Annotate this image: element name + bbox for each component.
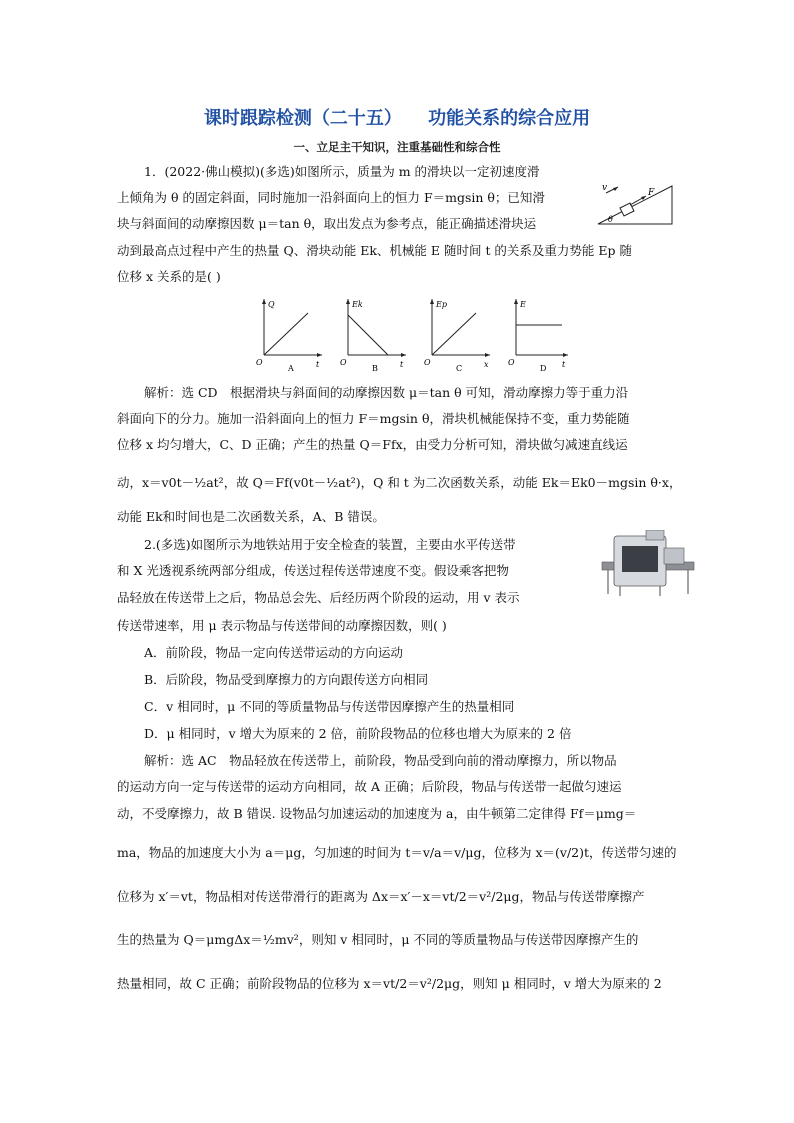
graph-d-ylabel: E xyxy=(520,300,526,309)
graph-a-origin: O xyxy=(256,358,263,367)
graph-a xyxy=(256,299,322,373)
answer-graphs xyxy=(250,297,570,373)
graph-d xyxy=(508,299,568,373)
velocity-label: v xyxy=(602,183,608,193)
option-b: B．后阶段，物品受到摩擦力的方向跟传送方向相同 xyxy=(144,672,429,687)
graph-c-letter: C xyxy=(456,364,463,373)
q2-line-2: 和 X 光透视系统两部分组成，传送过程传送带速度不变。假设乘客把物 xyxy=(117,563,509,578)
option-d: D．μ 相同时，v 增大为原来的 2 倍，前阶段物品的位移也增大为原来的 2 倍 xyxy=(144,726,572,741)
title-right: 功能关系的综合应用 xyxy=(428,108,591,129)
q2-analysis-4: ma，物品的加速度大小为 a＝μg，匀加速的时间为 t＝v/a＝v/μg，位移为 x＝(v/2)t，传送带匀速的 xyxy=(117,845,677,860)
graph-b-xlabel: t xyxy=(400,360,404,369)
graph-c-ylabel: Ep xyxy=(436,300,447,309)
page-title xyxy=(0,104,794,130)
graph-d-xlabel: t xyxy=(562,360,566,369)
q2-line-4: 传送带速率，用 μ 表示物品与传送带间的动摩擦因数，则( ) xyxy=(117,618,447,633)
graph-b-letter: B xyxy=(372,364,378,373)
force-label: F xyxy=(648,188,655,198)
q1-line-4: 动到最高点过程中产生的热量 Q、滑块动能 Ek、机械能 E 随时间 t 的关系及重力势能 Ep 随 xyxy=(117,243,633,258)
q2-analysis-5: 位移为 x′＝vt，物品相对传送带滑行的距离为 Δx＝x′－x＝vt/2＝v²/2μg，物品与传送带摩擦产 xyxy=(117,889,645,904)
q2-analysis-7: 热量相同，故 C 正确；前阶段物品的位移为 x＝vt/2＝v²/2μg，则知 μ 相同时，v 增大为原来的 2 xyxy=(117,976,662,991)
graph-d-origin: O xyxy=(508,358,515,367)
q1-line-1: 1．(2022·佛山模拟)(多选)如图所示，质量为 m 的滑块以一定初速度滑 xyxy=(144,164,540,179)
q2-analysis-1: 解析：选 AC 物品轻放在传送带上，前阶段，物品受到向前的滑动摩擦力，所以物品 xyxy=(144,753,617,768)
q1-line-3: 块与斜面间的动摩擦因数 μ＝tan θ，取出发点为参考点，能正确描述滑块运 xyxy=(117,216,537,231)
q1-analysis-3: 位移 x 均匀增大，C、D 正确；产生的热量 Q＝Ffx，由受力分析可知，滑块做匀减速直线运 xyxy=(117,437,628,452)
q1-analysis-1: 解析：选 CD 根据滑块与斜面间的动摩擦因数 μ＝tan θ 可知，滑动摩擦力等于重力沿 xyxy=(144,385,629,400)
q1-analysis-2: 斜面向下的分力。施加一沿斜面向上的恒力 F＝mgsin θ，滑块机械能保持不变，重力势能随 xyxy=(117,411,630,426)
option-c: C．v 相同时，μ 不同的等质量物品与传送带因摩擦产生的热量相同 xyxy=(144,699,515,714)
q2-analysis-3: 动，不受摩擦力，故 B 错误. 设物品匀加速运动的加速度为 a，由牛顿第二定律得 Ff＝μmg＝ xyxy=(117,806,637,821)
graph-a-ylabel: Q xyxy=(268,300,275,309)
q1-analysis-4: 动，x＝v0t－½at²，故 Q＝Ff(v0t－½at²)，Q 和 t 为二次函数关系，动能 Ek＝Ek0－mgsin θ·x， xyxy=(117,475,682,490)
q1-line-5: 位移 x 关系的是( ) xyxy=(117,269,221,284)
graph-c-xlabel: x xyxy=(484,360,489,369)
q1-line-2: 上倾角为 θ 的固定斜面，同时施加一沿斜面向上的恒力 F＝mgsin θ；已知滑 xyxy=(117,190,545,205)
title-left: 课时跟踪检测（二十五） xyxy=(203,108,402,129)
graph-c xyxy=(424,299,490,373)
q2-analysis-6: 生的热量为 Q＝μmgΔx＝½mv²，则知 v 相同时，μ 不同的等质量物品与传送带因摩擦产生的 xyxy=(117,932,639,947)
graph-c-origin: O xyxy=(424,358,431,367)
q2-line-1: 2.(多选)如图所示为地铁站用于安全检查的装置，主要由水平传送带 xyxy=(144,537,516,552)
graph-b xyxy=(340,299,406,373)
section-heading: 一、立足主干知识，注重基础性和综合性 xyxy=(293,140,501,154)
graph-a-xlabel: t xyxy=(316,360,320,369)
q2-analysis-2: 的运动方向一定与传送带的运动方向相同，故 A 正确；后阶段，物品与传送带一起做匀速运 xyxy=(117,779,622,794)
graph-a-letter: A xyxy=(288,364,294,373)
q2-line-3: 品轻放在传送带上之后，物品总会先、后经历两个阶段的运动，用 v 表示 xyxy=(117,590,520,605)
graph-b-ylabel: Ek xyxy=(352,300,363,309)
option-a: A．前阶段，物品一定向传送带运动的方向运动 xyxy=(144,645,404,660)
incline-figure xyxy=(594,172,676,228)
angle-label: θ xyxy=(608,215,613,224)
graph-b-origin: O xyxy=(340,358,347,367)
xray-machine-image xyxy=(600,530,696,600)
q1-analysis-5: 动能 Ek和时间也是二次函数关系，A、B 错误。 xyxy=(117,509,385,524)
graph-d-letter: D xyxy=(540,364,547,373)
